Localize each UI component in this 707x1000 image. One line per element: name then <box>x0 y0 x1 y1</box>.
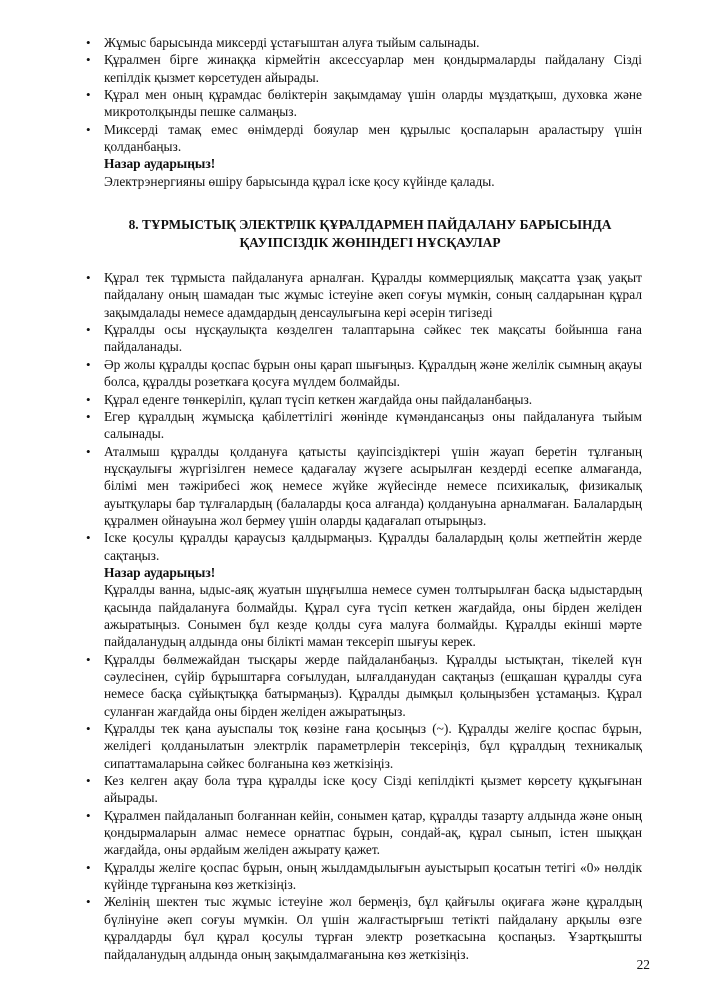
section-heading-line-2: ҚАУІПСІЗДІК ЖӨНІНДЕГІ НҰСҚАУЛАР <box>239 235 501 251</box>
list-item: • Құралды тек қана ауыспалы тоқ көзіне ғана қосыңыз (~). Құралды желіге қоспас бұрын, желідегі қолданылатын электрлік параметрлерін тексеріңіз, бұл құралдың техникалық сипаттамаларына сәйкес болғанына көз жеткізіңіз. <box>86 720 642 772</box>
list-item: • Құралды желіге қоспас бұрын, оның жылдамдылығын ауыстырып қосатын тетігі «0» нөлдік күйінде тұрғанына көз жеткізіңіз. <box>86 859 642 894</box>
list-item: • Құралмен пайдаланып болғаннан кейін, сонымен қатар, құралды тазарту алдында және оның қондырмаларын алмас немесе орнатпас бұрын, сондай-ақ, құрал сынып, істен шыққан жағдайда, оны әрдайым желіден ажырату қажет. <box>86 807 642 859</box>
warning-note-title: Назар аударыңыз! <box>104 564 216 580</box>
list-item: • Іске қосулы құралды қараусыз қалдырмаңыз. Құралды балалардың қолы жетпейтін жерде сақтаңыз. <box>86 529 642 564</box>
warning-note-title: Назар аударыңыз! <box>104 156 216 172</box>
list-item: • Әр жолы құралды қоспас бұрын оны қарап шығыңыз. Құралдың және желілік сымның ақауы болса, құралды розеткаға қосуға мүлдем болмайды. <box>86 356 642 391</box>
warning-note-text: Электрэнергияны өшіру барысында құрал іске қосу күйінде қалады. <box>104 173 495 189</box>
list-item: • Құралды бөлмежайдан тысқары жерде пайдаланбаңыз. Құралды ыстықтан, тікелей күн сәулесінен, сүйір бұрыштарға соғылудан, ылғалданудан сақтаңыз (ешқашан құралды суға немесе басқа сұйықтыққа батырмаңыз). Құралды дымқыл қолыңызбен ұстамаңыз. Құрал суланған жағдайда оны бірден желіден ажыратыңыз. <box>86 651 642 720</box>
section-heading-line-1: 8. ТҰРМЫСТЫҚ ЭЛЕКТРЛІК ҚҰРАЛДАРМЕН ПАЙДАЛАНУ БАРЫСЫНДА <box>128 217 612 233</box>
list-item: • Егер құралдың жұмысқа қабілеттілігі жөнінде күмәндансаңыз оны пайдалануға тыйым салынады. <box>86 408 642 443</box>
list-item: • Кез келген ақау бола тұра құралды іске қосу Сізді кепілдікті қызмет көрсету құқығынан айырады. <box>86 772 642 807</box>
safety-bullet-list-b <box>86 651 642 963</box>
warning-note-water <box>86 564 642 651</box>
section-heading <box>86 216 642 252</box>
top-bullet-list <box>86 34 642 155</box>
warning-note-power-off <box>86 155 642 190</box>
warning-note-text: Құралды ванна, ыдыс-аяқ жуатын шұңғылша немесе сумен толтырылған басқа ыдыстардың қасында пайдалануға болмайды. Құрал суға түсіп кеткен жағдайда, оны бірден желіден ажыратыңыз. Сонымен бұл кезде қолды суға малуға болмайды. Құралды екінші мәрте пайдаланудың алдында оны білікті маман тексеріп шығуы керек. <box>104 582 642 650</box>
list-item: • Құрал тек тұрмыста пайдалануға арналған. Құралды коммерциялық мақсатта ұзақ уақыт пайдалану оның шамадан тыс жұмыс істеуіне әкеп соғуы мүмкін, соның салдарынан құрал зақымдалады немесе адамдардың денсаулығына кері әсерін тигізеді <box>86 269 642 321</box>
list-item: • Желінің шектен тыс жұмыс істеуіне жол бермеңіз, бұл қайғылы оқиғаға және құралдың бүлінуіне әкеп соғуы мүмкін. Ол үшін жалғастырғыш тетікті пайдалану арқылы өзге құралдарды бұл құрал қосулы тұрған электр розеткасына қоспаңыз. Ұзартқышты пайдаланудың алдында оның зақымдалмағанына көз жеткізіңіз. <box>86 893 642 962</box>
list-item: • Жұмыс барысында миксерді ұстағыштан алуға тыйым салынады. <box>86 34 642 51</box>
list-item: • Құралмен бірге жинаққа кірмейтін аксессуарлар мен қондырмаларды пайдалану Сізді кепілдік қызмет көрсетуден айырады. <box>86 51 642 86</box>
list-item: • Аталмыш құралды қолдануға қатысты қауіпсіздіктері үшін жауап беретін тұлғаның нұсқаулығы жүргізілген немесе қадағалау жүзеге асырылған кездерді есепке алмағанда, білімі мен тәжірибесі жоқ немесе жүйке жүйесінде немесе психикалық, физикалық ауытқулары бар тұлғалардың (балаларды қоса алғанда) қолдануына арналмаған. Балалардың құралмен ойнауына жол бермеу үшін оларды қадағалап отырыңыз. <box>86 443 642 530</box>
safety-bullet-list-a <box>86 269 642 564</box>
list-item: • Құрал еденге төнкеріліп, құлап түсіп кеткен жағдайда оны пайдаланбаңыз. <box>86 391 642 408</box>
page-number: 22 <box>636 957 650 972</box>
list-item: • Миксерді тамақ емес өнімдерді бояулар мен құрылыс қоспаларын араластыру үшін қолданбаңыз. <box>86 121 642 156</box>
list-item: • Құрал мен оның құрамдас бөліктерін зақымдамау үшін оларды мұздатқыш, духовка және микротолқынды пешке салмаңыз. <box>86 86 642 121</box>
list-item: • Құралды осы нұсқаулықта көзделген талаптарына сәйкес тек мақсаты бойынша ғана пайдаланады. <box>86 321 642 356</box>
document-page <box>86 34 642 963</box>
